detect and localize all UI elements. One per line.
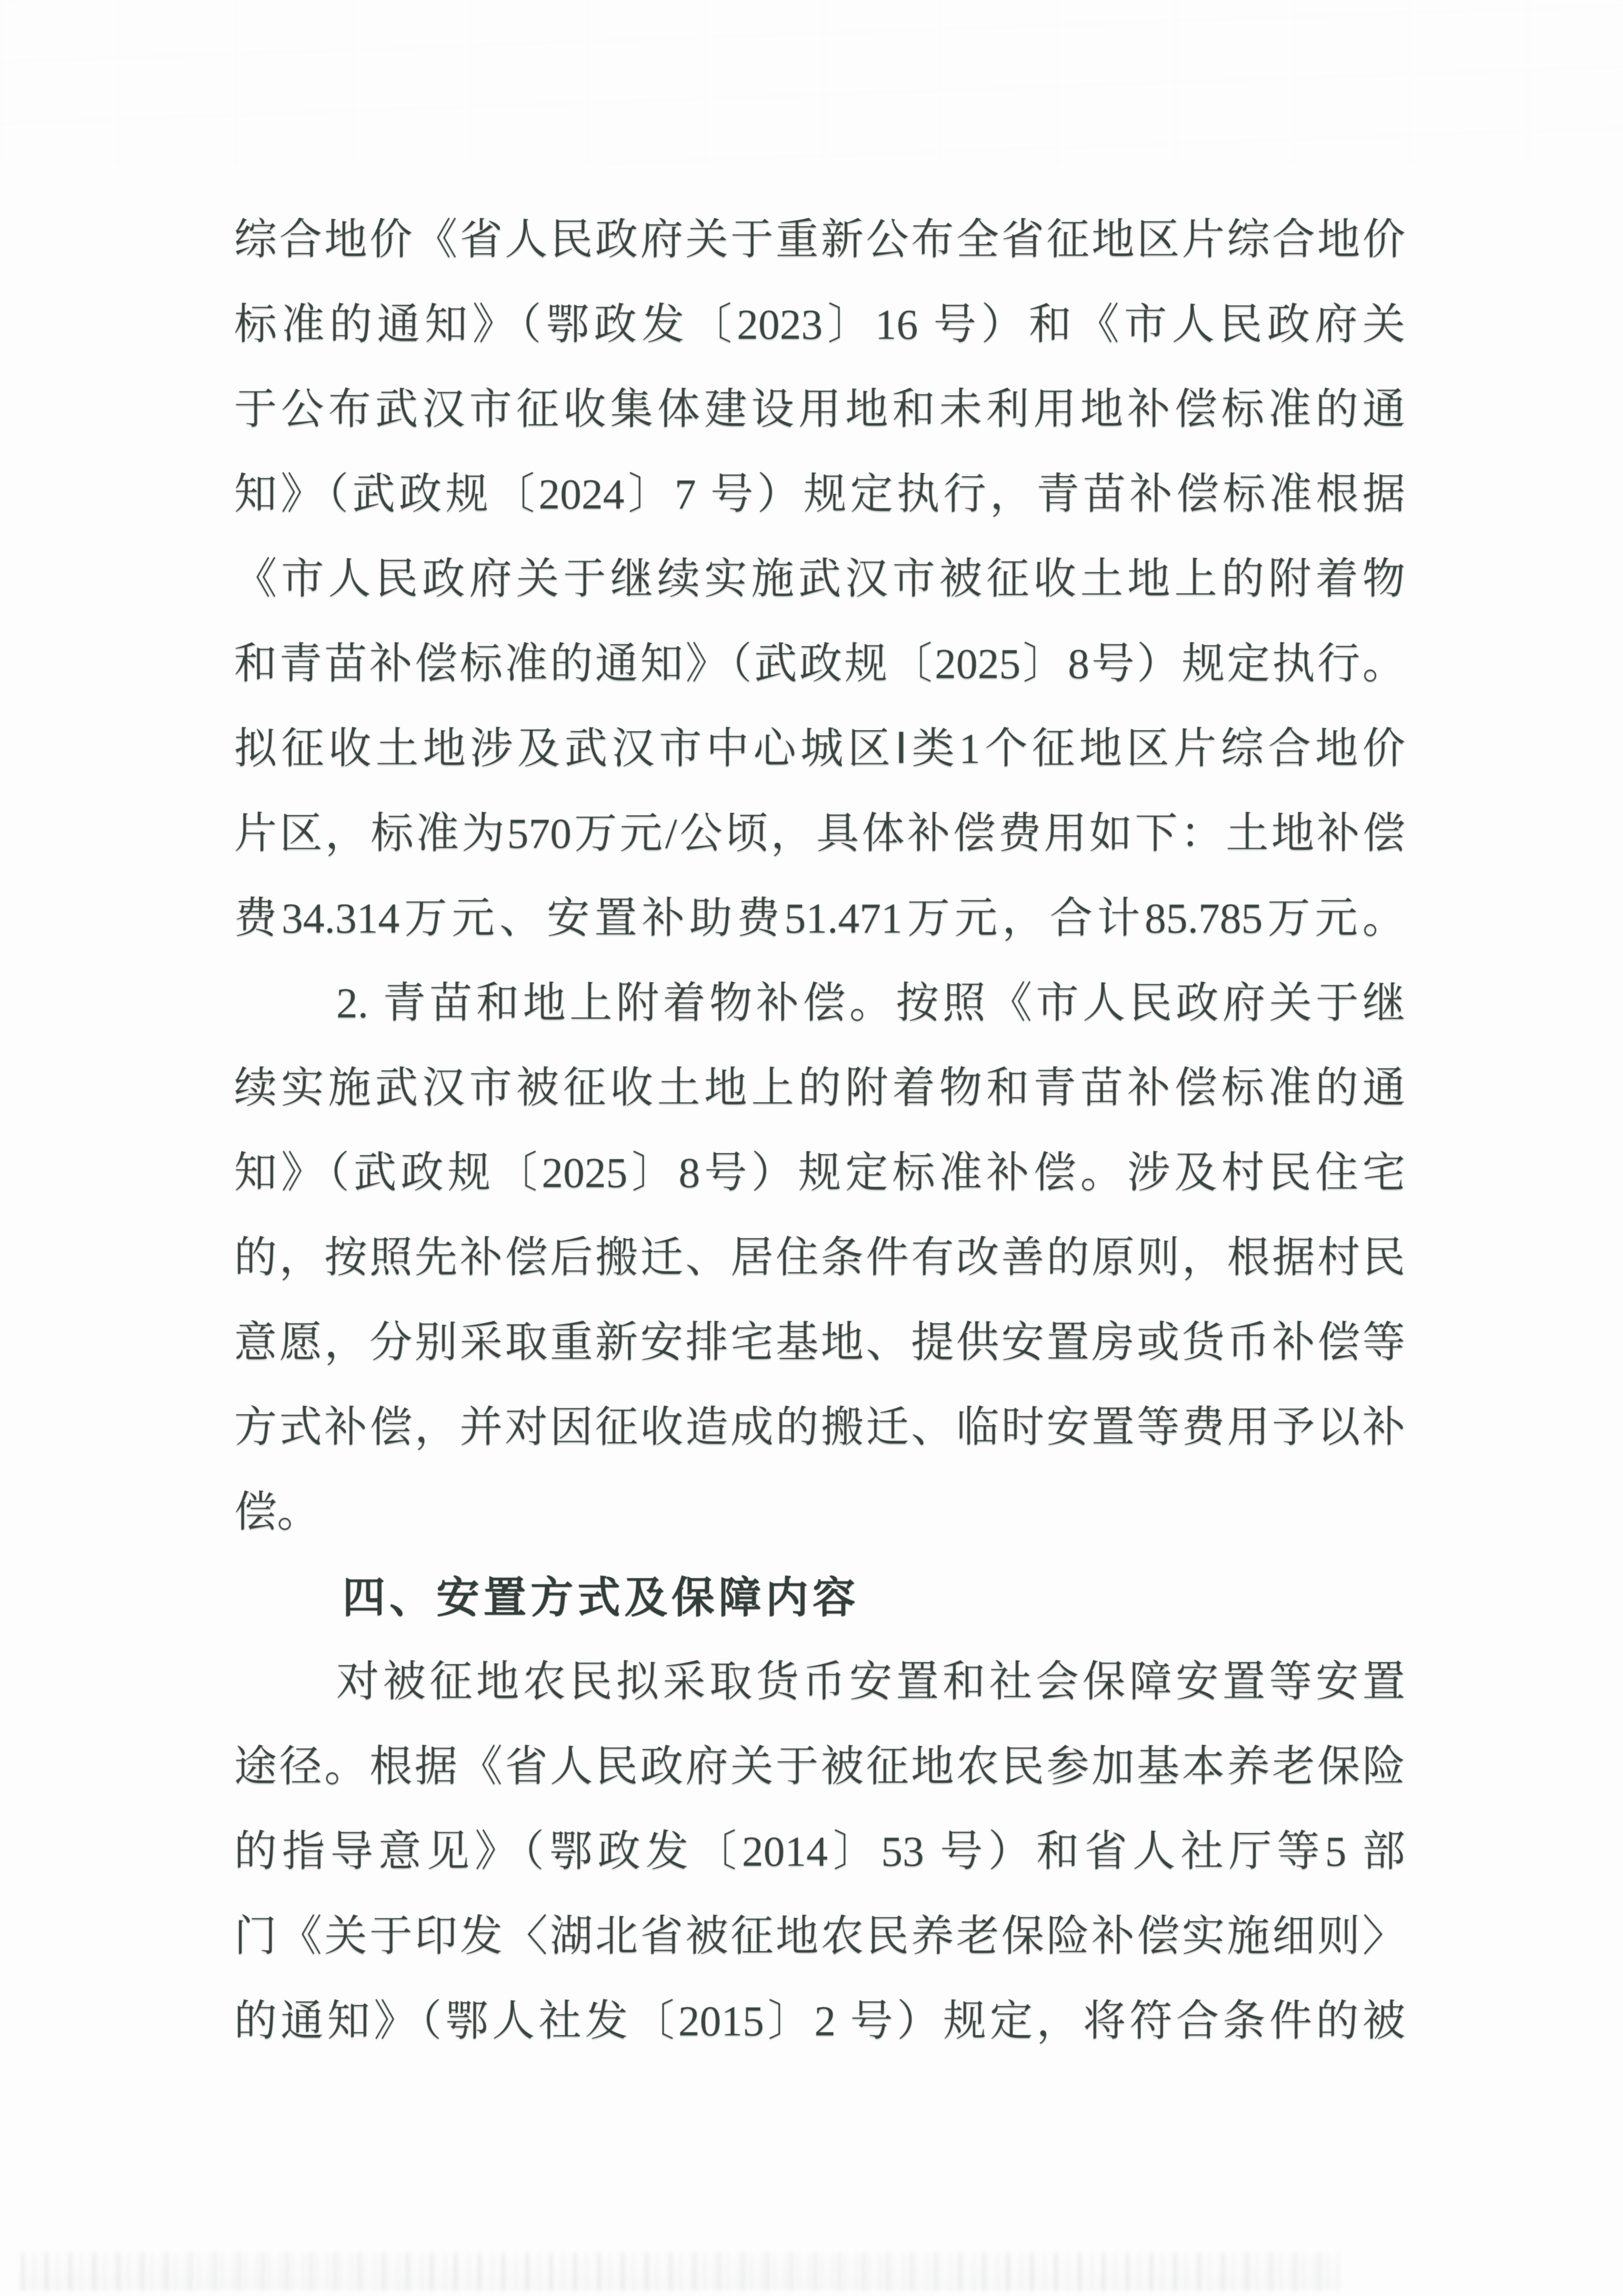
document-line: 综合地价《省人民政府关于重新公布全省征地区片综合地价 (234, 216, 1405, 264)
scan-noise-artifact (0, 0, 1623, 164)
document-line: 片区，标准为570万元/公顷，具体补偿费用如下：土地补偿 (234, 810, 1405, 857)
document-line: 方式补偿，并对因征收造成的搬迁、临时安置等费用予以补 (234, 1404, 1405, 1451)
document-line: 标准的通知》（鄂政发〔2023〕16 号）和《市人民政府关 (234, 301, 1405, 349)
document-text-block (234, 198, 1405, 2064)
document-line-paragraph-end: 偿。 (234, 1489, 320, 1536)
document-line: 《市人民政府关于继续实施武汉市被征收土地上的附着物 (234, 555, 1405, 603)
document-line: 的指导意见》（鄂政发〔2014〕53 号）和省人社厅等5 部 (234, 1828, 1405, 1875)
document-line: 知》（武政规〔2025〕8号）规定标准补偿。涉及村民住宅 (234, 1149, 1405, 1197)
document-line: 意愿，分别采取重新安排宅基地、提供安置房或货币补偿等 (234, 1319, 1405, 1366)
document-line: 的通知》（鄂人社发〔2015〕2 号）规定，将符合条件的被 (234, 1998, 1405, 2045)
document-line: 费34.314万元、安置补助费51.471万元，合计85.785万元。 (234, 895, 1405, 942)
document-line-paragraph-start: 2. 青苗和地上附着物补偿。按照《市人民政府关于继 (336, 980, 1405, 1027)
document-line: 门《关于印发〈湖北省被征地农民养老保险补偿实施细则〉 (234, 1913, 1405, 1960)
document-line: 和青苗补偿标准的通知》（武政规〔2025〕8号）规定执行。 (234, 640, 1405, 688)
document-line: 知》（武政规〔2024〕7 号）规定执行，青苗补偿标准根据 (234, 471, 1405, 518)
bleed-through-artifact (21, 2253, 1340, 2290)
document-line: 于公布武汉市征收集体建设用地和未利用地补偿标准的通 (234, 386, 1405, 433)
document-line: 续实施武汉市被征收土地上的附着物和青苗补偿标准的通 (234, 1064, 1405, 1112)
document-line-paragraph-start: 对被征地农民拟采取货币安置和社会保障安置等安置 (336, 1658, 1405, 1706)
document-line: 的，按照先补偿后搬迁、居住条件有改善的原则，根据村民 (234, 1234, 1405, 1282)
document-line: 途径。根据《省人民政府关于被征地农民参加基本养老保险 (234, 1743, 1405, 1791)
document-line: 拟征收土地涉及武汉市中心城区Ⅰ类1个征地区片综合地价 (234, 725, 1405, 773)
section-heading: 四、安置方式及保障内容 (342, 1573, 860, 1621)
